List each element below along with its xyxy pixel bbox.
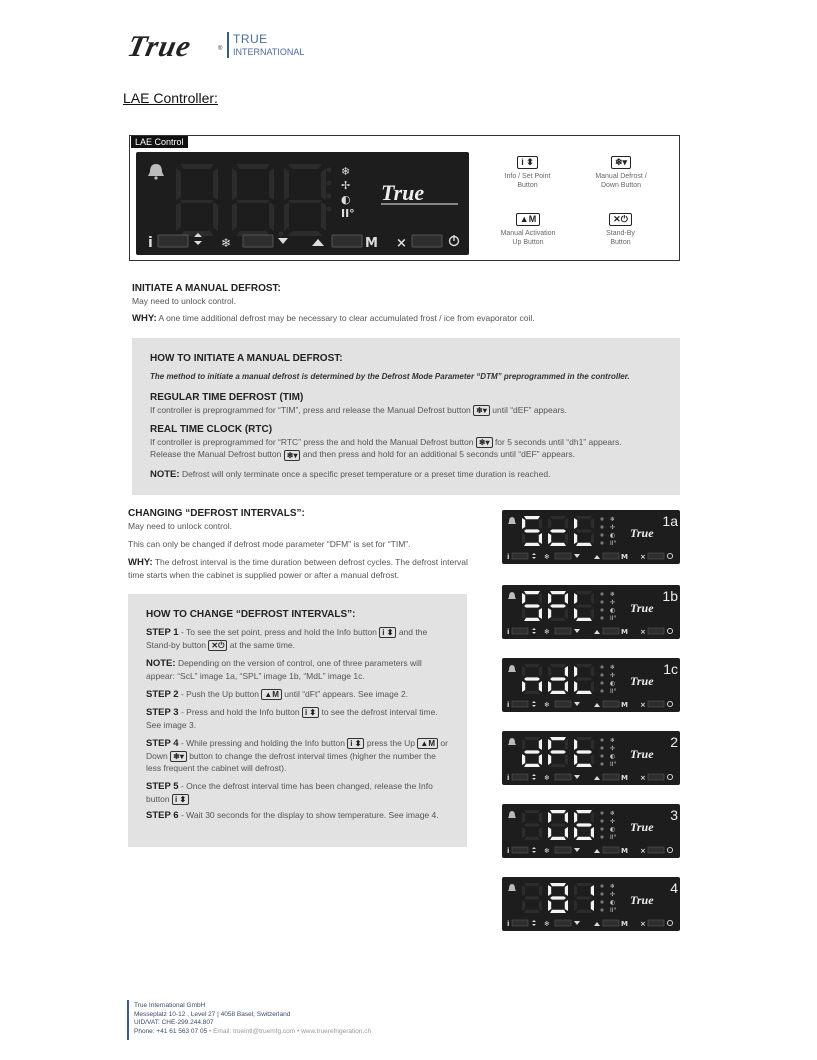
segment (550, 618, 566, 621)
svg-text:❄: ❄ (544, 774, 550, 782)
step-2: STEP 2 - Push the Up button ▲M until “dFt” appears. See image 2. (146, 689, 409, 700)
image-label: 4 (670, 880, 678, 896)
legend-up-button: ▲M Manual Activation Up Button (500, 214, 556, 246)
segment (550, 910, 566, 913)
svg-text:i: i (148, 235, 153, 251)
segment (576, 750, 592, 753)
segment (522, 608, 525, 619)
alarm-bell-icon (148, 164, 164, 180)
controller-image-svg (502, 804, 680, 858)
legend-standby-button: ✕⏻ Stand-By Button (606, 214, 635, 246)
segment (550, 543, 566, 546)
info-key-inline-icon: i ⬍ (347, 738, 364, 749)
svg-text:II°: II° (610, 761, 617, 768)
segment (576, 910, 592, 913)
segment (550, 529, 566, 532)
segment (539, 681, 542, 692)
segment (539, 608, 542, 619)
brand-top: TRUE (233, 32, 268, 46)
svg-text:◐: ◐ (610, 826, 616, 833)
segment (565, 593, 568, 604)
step-3: STEP 3 - Press and hold the Info button i ⬍ to see the defrost interval time. See image 3. (146, 707, 438, 730)
svg-text:◐: ◐ (610, 607, 616, 614)
svg-text:✢: ✢ (610, 524, 616, 531)
intervals-condition: This can only be changed if defrost mode parameter “DFM” is set for “TIM”. (128, 539, 411, 549)
svg-text:◐: ◐ (610, 753, 616, 760)
segment (550, 691, 566, 694)
svg-text:II°: II° (610, 688, 617, 695)
controller-image-svg (502, 510, 680, 564)
how-to-defrost-heading: HOW TO INITIATE A MANUAL DEFROST: (150, 353, 343, 364)
footer-company: True International GmbH (134, 1002, 206, 1009)
segment (591, 885, 594, 896)
segment (524, 837, 540, 840)
tim-text: If controller is preprogrammed for “TIM”, press and release the Manual Defrost button ❄▾ until “dEF” appears. (150, 405, 567, 416)
defrost-key-inline-icon: ❄▾ (284, 450, 301, 461)
segment (539, 739, 542, 750)
segment (574, 885, 577, 896)
true-logo: True (124, 30, 195, 63)
segment (576, 604, 592, 607)
svg-text:❄: ❄ (610, 810, 616, 817)
image-label: 1c (663, 661, 678, 677)
svg-text:❄: ❄ (544, 553, 550, 561)
segment (574, 681, 577, 692)
controller-image-3 (502, 804, 680, 858)
segment (539, 666, 542, 677)
panel-brand-logo: True (630, 820, 654, 834)
segment (524, 896, 540, 899)
manual-defrost-why: WHY: A one time additional defrost may be necessary to clear accumulated frost / ice from evaporator coil. (132, 313, 535, 324)
image-label: 1b (662, 588, 678, 604)
segment (565, 533, 568, 544)
segment (574, 518, 577, 529)
svg-text:❄: ❄ (610, 516, 616, 523)
segment (550, 737, 566, 740)
svg-text:◐: ◐ (610, 899, 616, 906)
segment (591, 827, 594, 838)
svg-text:❄: ❄ (341, 165, 351, 178)
segment (565, 885, 568, 896)
rtc-text: If controller is preprogrammed for “RTC” press the and hold the Manual Defrost button ❄▾ for 5 seconds until “dh1” appears. Release the Manual Defrost button ❄▾ and then press and hold for an additional 5 seconds until “dEF” appears. (150, 437, 622, 460)
svg-text:✢: ✢ (341, 179, 351, 192)
svg-text:×: × (640, 701, 646, 709)
segment (522, 739, 525, 750)
svg-text:i: i (507, 701, 510, 709)
segment (522, 593, 525, 604)
segment (550, 677, 566, 680)
svg-text:✢: ✢ (610, 745, 616, 752)
footer (134, 1002, 371, 1036)
alarm-bell-icon (508, 738, 516, 745)
svg-text:×: × (640, 553, 646, 561)
segment (522, 754, 525, 765)
svg-text:✢: ✢ (610, 599, 616, 606)
svg-text:❄: ❄ (610, 591, 616, 598)
svg-text:×: × (396, 236, 407, 251)
segment (591, 754, 594, 765)
segment (539, 533, 542, 544)
footer-divider (127, 1000, 129, 1040)
tim-heading: REGULAR TIME DEFROST (TIM) (150, 392, 304, 403)
svg-text:❄: ❄ (544, 847, 550, 855)
segment (565, 812, 568, 823)
controller-image-svg (502, 877, 680, 931)
info-key-inline-icon: i ⬍ (172, 794, 189, 805)
controller-image-svg (502, 731, 680, 785)
segment (591, 533, 594, 544)
segment (576, 737, 592, 740)
segment (522, 885, 525, 896)
step-6: STEP 6 - Wait 30 seconds for the display to show temperature. See image 4. (146, 810, 439, 821)
info-key-inline-icon: i ⬍ (302, 707, 319, 718)
segment (565, 827, 568, 838)
segment (524, 764, 540, 767)
step-4: STEP 4 - While pressing and holding the Info button i ⬍ press the Up ▲M or Down ❄▾ button to change the defrost interval times (higher the number the less frequent the cabinet will defrost). (146, 738, 448, 774)
manual-defrost-heading: INITIATE A MANUAL DEFROST: (132, 283, 281, 294)
defrost-key-inline-icon: ❄▾ (476, 437, 493, 448)
manual-defrost-sub: May need to unlock control. (132, 296, 236, 306)
segment (565, 681, 568, 692)
svg-text:◐: ◐ (341, 193, 351, 206)
segment (524, 823, 540, 826)
segment (576, 823, 592, 826)
segment (548, 885, 551, 896)
svg-text:i: i (507, 920, 510, 928)
image-label: 2 (670, 734, 678, 750)
segment (576, 837, 592, 840)
defrost-key-inline-icon: ❄▾ (473, 405, 490, 416)
segment (576, 543, 592, 546)
segment (548, 593, 551, 604)
intervals-heading: CHANGING “DEFROST INTERVALS”: (128, 508, 305, 519)
svg-text:✢: ✢ (610, 818, 616, 825)
brand-bottom: INTERNATIONAL (233, 47, 305, 57)
svg-text:II°: II° (341, 207, 355, 220)
segment (548, 900, 551, 911)
segment (522, 533, 525, 544)
segment (522, 812, 525, 823)
svg-text:M: M (365, 236, 378, 251)
segment (539, 885, 542, 896)
segment (524, 737, 540, 740)
svg-text:M: M (621, 701, 628, 709)
legend-defrost-button: ❄▾ Manual Defrost / Down Button (595, 157, 647, 189)
svg-text:i: i (507, 774, 510, 782)
defrost-key-icon: ❄▾ (611, 156, 631, 169)
segment (550, 810, 566, 813)
segment (591, 608, 594, 619)
alarm-bell-icon (508, 665, 516, 672)
svg-text:II°: II° (610, 540, 617, 547)
panel-brand-logo: True (630, 526, 654, 540)
segment (548, 608, 551, 619)
svg-text:II°: II° (610, 615, 617, 622)
segment (574, 827, 577, 838)
segment (539, 900, 542, 911)
segment (591, 681, 594, 692)
segment (574, 533, 577, 544)
segment (550, 664, 566, 667)
controller-image-2 (502, 731, 680, 785)
intervals-sub: May need to unlock control. (128, 521, 232, 531)
segment (524, 543, 540, 546)
svg-text:i: i (507, 553, 510, 561)
svg-text:❄: ❄ (544, 628, 550, 636)
segment (539, 827, 542, 838)
svg-text:✢: ✢ (610, 891, 616, 898)
segment (548, 518, 551, 529)
segment (539, 518, 542, 529)
svg-text:II°: II° (610, 907, 617, 914)
segment (565, 608, 568, 619)
svg-text:i: i (507, 628, 510, 636)
segment (591, 593, 594, 604)
svg-text:×: × (640, 847, 646, 855)
svg-text:×: × (640, 920, 646, 928)
segment (591, 739, 594, 750)
defrost-note: NOTE: Defrost will only terminate once a specific preset temperature or a preset time duration is reached. (150, 469, 551, 480)
svg-text:M: M (621, 553, 628, 561)
panel-brand-logo: True (630, 601, 654, 615)
segment (574, 608, 577, 619)
svg-text:M: M (621, 628, 628, 636)
segment (524, 529, 540, 532)
legend-info-button: i ⬍ Info / Set Point Button (504, 157, 551, 189)
svg-text:×: × (640, 628, 646, 636)
info-key-inline-icon: i ⬍ (379, 627, 396, 638)
controller-image-1a (502, 510, 680, 564)
segment (574, 666, 577, 677)
segment (548, 754, 551, 765)
segment (524, 604, 540, 607)
svg-text:❄: ❄ (610, 883, 616, 890)
alarm-bell-icon (508, 884, 516, 891)
segment (548, 739, 551, 750)
page-title: LAE Controller: (123, 90, 218, 106)
segment (522, 827, 525, 838)
alarm-bell-icon (508, 811, 516, 818)
alarm-bell-icon (508, 592, 516, 599)
footer-address: Messeplatz 10-12 , Level 27 | 4058 Basel, Switzerland (134, 1010, 291, 1018)
segment (576, 691, 592, 694)
svg-text:×: × (640, 774, 646, 782)
controller-front (136, 152, 469, 255)
step-1: STEP 1 - To see the set point, press and hold the Info button i ⬍ and the Stand-by button ✕⏻ at the same time. (146, 627, 428, 651)
segment (550, 896, 566, 899)
svg-text:II°: II° (610, 834, 617, 841)
segment (522, 681, 525, 692)
panel-tag: LAE Control (131, 136, 188, 148)
panel-brand-logo: True (381, 180, 425, 205)
panel-brand-logo: True (630, 747, 654, 761)
segment (576, 664, 592, 667)
defrost-intro: The method to initiate a manual defrost is determined by the Defrost Mode Parameter “DTM” preprogrammed in the controller. (150, 372, 630, 381)
svg-text:M: M (621, 920, 628, 928)
how-to-change-heading: HOW TO CHANGE “DEFROST INTERVALS”: (146, 609, 356, 620)
footer-vat: UID/VAT: CHE-299.244.807 (134, 1019, 214, 1026)
image-label: 3 (670, 807, 678, 823)
footer-phone: Phone: +41 61 563 07 05 (134, 1027, 208, 1035)
segment (524, 664, 540, 667)
segment (574, 900, 577, 911)
segment (524, 750, 540, 753)
panel-brand-logo: True (630, 893, 654, 907)
segment (524, 910, 540, 913)
segment (524, 591, 540, 594)
segment (574, 754, 577, 765)
segment (524, 883, 540, 886)
segment (524, 516, 540, 519)
svg-text:❄: ❄ (610, 737, 616, 744)
segment (550, 764, 566, 767)
segment (565, 518, 568, 529)
segment (565, 739, 568, 750)
segment (550, 883, 566, 886)
segment (522, 900, 525, 911)
footer-contact: • Email: trueintl@truemfg.com • www.truerefrigeration.ch (207, 1027, 372, 1035)
segment (576, 591, 592, 594)
svg-text:❄: ❄ (544, 701, 550, 709)
controller-image-4 (502, 877, 680, 931)
segment (591, 812, 594, 823)
segment (576, 764, 592, 767)
svg-text:M: M (621, 847, 628, 855)
segment (550, 750, 566, 753)
segment (591, 666, 594, 677)
segment (548, 681, 551, 692)
segment (524, 810, 540, 813)
segment (550, 837, 566, 840)
segment (524, 677, 540, 680)
segment (522, 518, 525, 529)
segment (576, 810, 592, 813)
svg-text:M: M (621, 774, 628, 782)
segment (576, 896, 592, 899)
segment (539, 812, 542, 823)
defrost-key-inline-icon: ❄▾ (170, 751, 187, 762)
segment (550, 591, 566, 594)
image-label: 1a (662, 513, 678, 529)
segment (576, 516, 592, 519)
segment (539, 754, 542, 765)
svg-text:❄: ❄ (610, 664, 616, 671)
segment (565, 754, 568, 765)
logo-divider (227, 32, 229, 58)
controller-display-svg (136, 152, 469, 255)
controller-image-svg (502, 585, 680, 639)
up-key-icon: ▲M (516, 213, 540, 226)
segment (550, 604, 566, 607)
segment (548, 666, 551, 677)
segment (576, 618, 592, 621)
trademark-mark: ® (218, 46, 223, 52)
segment (591, 518, 594, 529)
step-5: STEP 5 - Once the defrost interval time has been changed, release the Info button i ⬍ (146, 781, 433, 805)
segment (548, 827, 551, 838)
up-key-inline-icon: ▲M (261, 689, 282, 700)
svg-text:◐: ◐ (610, 532, 616, 539)
svg-text:i: i (507, 847, 510, 855)
segment (550, 516, 566, 519)
rtc-heading: REAL TIME CLOCK (RTC) (150, 424, 273, 435)
svg-text:❄: ❄ (221, 236, 232, 250)
segment (548, 812, 551, 823)
info-key-icon: i ⬍ (517, 156, 538, 169)
svg-text:❄: ❄ (544, 920, 550, 928)
standby-key-inline-icon: ✕⏻ (208, 640, 227, 651)
segment (522, 666, 525, 677)
controller-image-svg (502, 658, 680, 712)
seven-segment-digits (176, 164, 332, 237)
segment (548, 533, 551, 544)
segment (591, 900, 594, 911)
segment (524, 691, 540, 694)
svg-text:✢: ✢ (610, 672, 616, 679)
segment (576, 883, 592, 886)
status-icons (341, 165, 355, 220)
segment (565, 666, 568, 677)
segment (576, 529, 592, 532)
segment (574, 739, 577, 750)
segment (539, 593, 542, 604)
step-note: NOTE: Depending on the version of control, one of three parameters will appear: “ScL” image 1a, “SPL” image 1b, “MdL” image 1c. (146, 658, 422, 681)
controller-image-1b (502, 585, 680, 639)
standby-key-icon: ✕⏻ (609, 213, 632, 226)
alarm-bell-icon (508, 517, 516, 524)
segment (524, 618, 540, 621)
segment (574, 593, 577, 604)
segment (565, 900, 568, 911)
svg-text:◐: ◐ (610, 680, 616, 687)
controller-image-1c (502, 658, 680, 712)
up-key-inline-icon: ▲M (417, 738, 438, 749)
panel-brand-logo: True (630, 674, 654, 688)
segment (550, 823, 566, 826)
segment (574, 812, 577, 823)
segment (576, 677, 592, 680)
intervals-why: WHY: The defrost interval is the time duration between defrost cycles. The defrost interval time starts when the cabinet is supplied power or after a manual defrost. (128, 557, 468, 580)
